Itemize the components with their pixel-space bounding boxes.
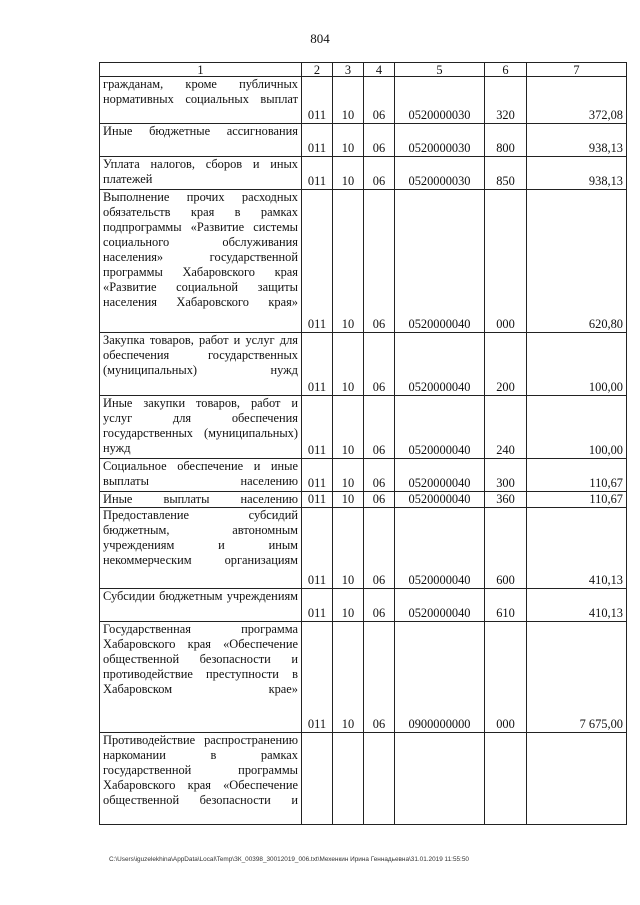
row-name-cell: Социальное обеспечение и иные выплаты населению xyxy=(100,459,302,492)
table-row xyxy=(100,124,627,157)
target-article-cell: 0520000040 xyxy=(395,333,485,396)
target-article-cell: 0900000000 xyxy=(395,622,485,733)
subsection-cell: 06 xyxy=(364,508,395,589)
section-cell: 10 xyxy=(333,622,364,733)
code-admin-cell: 011 xyxy=(302,492,333,508)
code-admin-cell: 011 xyxy=(302,157,333,190)
amount-cell: 110,67 xyxy=(527,492,627,508)
table-row xyxy=(100,333,627,396)
target-article-cell: 0520000030 xyxy=(395,77,485,124)
expense-type-cell: 600 xyxy=(485,508,527,589)
section-cell: 10 xyxy=(333,190,364,333)
subsection-cell: 06 xyxy=(364,77,395,124)
subsection-cell: 06 xyxy=(364,190,395,333)
target-article-cell: 0520000040 xyxy=(395,589,485,622)
row-name-cell: гражданам, кроме публичных нормативных социальных выплат xyxy=(100,77,302,124)
row-name-cell: Уплата налогов, сборов и иных платежей xyxy=(100,157,302,190)
file-path-footer: C:\Users\iguzelekhina\AppData\Local\Temp\ЗК_00398_30012019_006.txt\Мехенкин Ирина Геннадьевна\31.01.2019 11:55:50 xyxy=(109,856,469,863)
section-cell: 10 xyxy=(333,492,364,508)
table-row xyxy=(100,589,627,622)
section-cell: 10 xyxy=(333,508,364,589)
subsection-cell: 06 xyxy=(364,459,395,492)
target-article-cell: 0520000040 xyxy=(395,492,485,508)
amount-cell: 410,13 xyxy=(527,589,627,622)
code-admin-cell xyxy=(302,733,333,825)
code-admin-cell: 011 xyxy=(302,77,333,124)
budget-table xyxy=(99,62,627,825)
page-number: 804 xyxy=(310,31,330,46)
section-cell xyxy=(333,733,364,825)
target-article-cell: 0520000030 xyxy=(395,124,485,157)
expense-type-cell: 360 xyxy=(485,492,527,508)
subsection-cell: 06 xyxy=(364,396,395,459)
subsection-cell: 06 xyxy=(364,492,395,508)
expense-type-cell: 850 xyxy=(485,157,527,190)
subsection-cell xyxy=(364,733,395,825)
expense-type-cell: 800 xyxy=(485,124,527,157)
section-cell: 10 xyxy=(333,157,364,190)
amount-cell: 938,13 xyxy=(527,157,627,190)
expense-type-cell: 320 xyxy=(485,77,527,124)
subsection-cell: 06 xyxy=(364,157,395,190)
code-admin-cell: 011 xyxy=(302,190,333,333)
row-name-cell: Предоставление субсидий бюджетным, автономным учреждениям и иным некоммерческим организациям xyxy=(100,508,302,589)
code-admin-cell: 011 xyxy=(302,622,333,733)
subsection-cell: 06 xyxy=(364,333,395,396)
subsection-cell: 06 xyxy=(364,124,395,157)
code-admin-cell: 011 xyxy=(302,508,333,589)
section-cell: 10 xyxy=(333,396,364,459)
section-cell: 10 xyxy=(333,589,364,622)
row-name-cell: Субсидии бюджетным учреждениям xyxy=(100,589,302,622)
amount-cell: 938,13 xyxy=(527,124,627,157)
row-name-cell: Противодействие распространению наркомании в рамках государственной программы Хабаровского края «Обеспечение общественной безопасности и xyxy=(100,733,302,825)
expense-type-cell: 200 xyxy=(485,333,527,396)
table-row xyxy=(100,190,627,333)
table-row xyxy=(100,733,627,825)
header-cell: 6 xyxy=(485,63,527,77)
section-cell: 10 xyxy=(333,333,364,396)
expense-type-cell: 240 xyxy=(485,396,527,459)
amount-cell: 620,80 xyxy=(527,190,627,333)
row-name-cell: Иные бюджетные ассигнования xyxy=(100,124,302,157)
row-name-cell: Иные закупки товаров, работ и услуг для обеспечения государственных (муниципальных) нужд xyxy=(100,396,302,459)
code-admin-cell: 011 xyxy=(302,333,333,396)
table-row xyxy=(100,157,627,190)
target-article-cell: 0520000040 xyxy=(395,459,485,492)
table-header-row xyxy=(100,63,627,77)
table-row xyxy=(100,492,627,508)
target-article-cell: 0520000040 xyxy=(395,190,485,333)
expense-type-cell xyxy=(485,733,527,825)
header-cell: 3 xyxy=(333,63,364,77)
header-cell: 7 xyxy=(527,63,627,77)
target-article-cell: 0520000040 xyxy=(395,508,485,589)
expense-type-cell: 300 xyxy=(485,459,527,492)
header-cell: 1 xyxy=(100,63,302,77)
header-cell: 5 xyxy=(395,63,485,77)
section-cell: 10 xyxy=(333,124,364,157)
table-row xyxy=(100,622,627,733)
table-row xyxy=(100,396,627,459)
expense-type-cell: 000 xyxy=(485,190,527,333)
table-row xyxy=(100,459,627,492)
header-cell: 2 xyxy=(302,63,333,77)
amount-cell: 372,08 xyxy=(527,77,627,124)
code-admin-cell: 011 xyxy=(302,124,333,157)
code-admin-cell: 011 xyxy=(302,459,333,492)
target-article-cell: 0520000040 xyxy=(395,396,485,459)
table-row xyxy=(100,508,627,589)
subsection-cell: 06 xyxy=(364,622,395,733)
amount-cell: 7 675,00 xyxy=(527,622,627,733)
code-admin-cell: 011 xyxy=(302,589,333,622)
expense-type-cell: 000 xyxy=(485,622,527,733)
section-cell: 10 xyxy=(333,459,364,492)
section-cell: 10 xyxy=(333,77,364,124)
row-name-cell: Выполнение прочих расходных обязательств края в рамках подпрограммы «Развитие системы социального обслуживания населения» государственной программы Хабаровского края «Развитие социальной защиты населения Хабаровского края» xyxy=(100,190,302,333)
amount-cell: 100,00 xyxy=(527,333,627,396)
subsection-cell: 06 xyxy=(364,589,395,622)
amount-cell: 410,13 xyxy=(527,508,627,589)
amount-cell: 100,00 xyxy=(527,396,627,459)
row-name-cell: Иные выплаты населению xyxy=(100,492,302,508)
code-admin-cell: 011 xyxy=(302,396,333,459)
amount-cell: 110,67 xyxy=(527,459,627,492)
header-cell: 4 xyxy=(364,63,395,77)
row-name-cell: Государственная программа Хабаровского края «Обеспечение общественной безопасности и противодействие преступности в Хабаровском крае» xyxy=(100,622,302,733)
table-row xyxy=(100,77,627,124)
target-article-cell: 0520000030 xyxy=(395,157,485,190)
expense-type-cell: 610 xyxy=(485,589,527,622)
amount-cell xyxy=(527,733,627,825)
row-name-cell: Закупка товаров, работ и услуг для обеспечения государственных (муниципальных) нужд xyxy=(100,333,302,396)
target-article-cell xyxy=(395,733,485,825)
